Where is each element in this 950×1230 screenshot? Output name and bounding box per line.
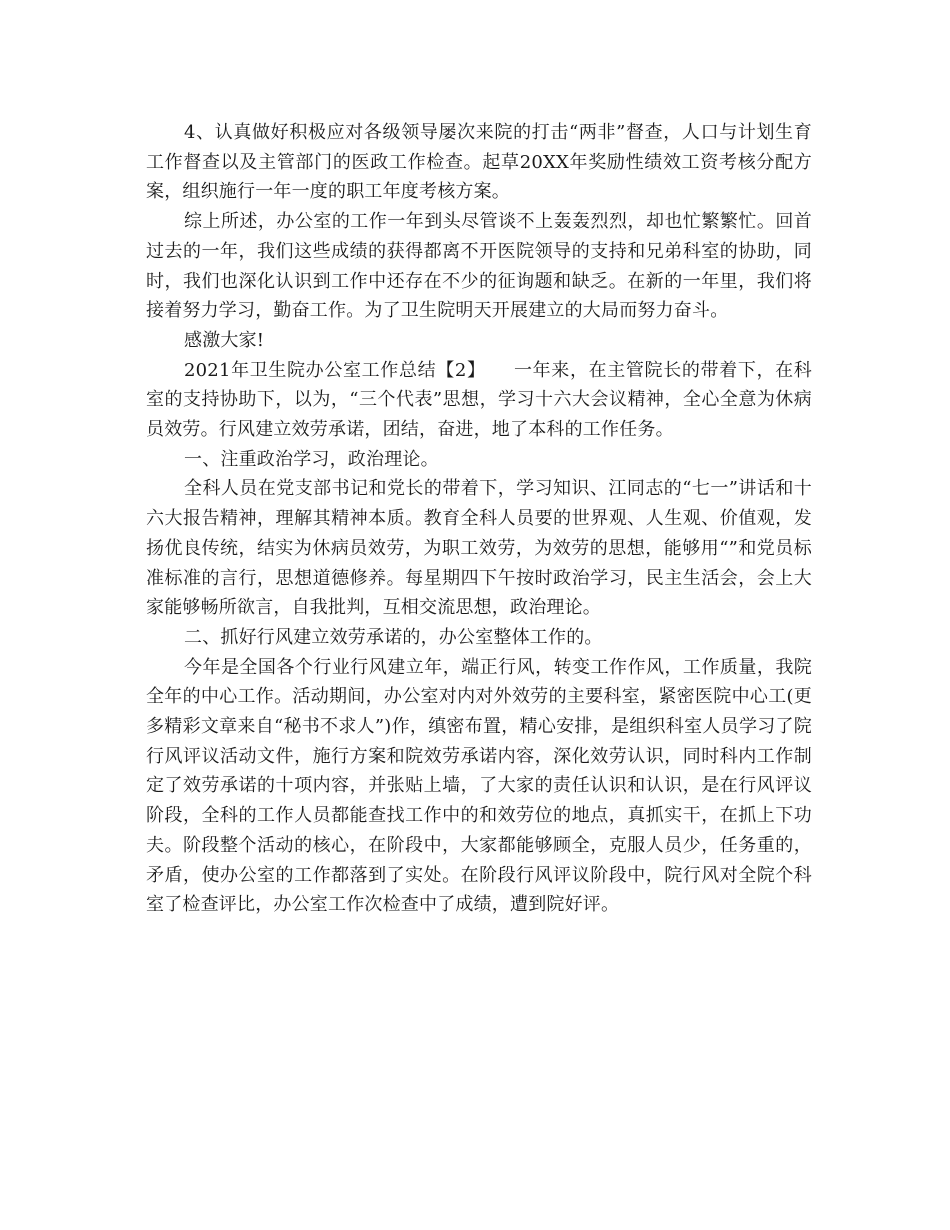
paragraph-section-1: 全科人员在党支部书记和党长的带着下，学习知识、江同志的“七一”讲话和十六大报告精神，理解其精神本质。教育全科人员要的世界观、人生观、价值观，发扬优良传统，结实为休病员效劳，为职工效劳，为效劳的思想，能够用“”和党员标准标准的言行，思想道德修养。每星期四下午按时政治学习，民主生活会，会上大家能够畅所欲言，自我批判，互相交流思想，政治理论。 [146, 478, 812, 619]
section-heading-1: 一、注重政治学习，政治理论。 [184, 448, 439, 470]
paragraph-item-4: 4、认真做好积极应对各级领导屡次来院的打击“两非”督查，人口与计划生育工作督查以及主管部门的医政工作检查。起草20XX年奖励性绩效工资考核分配方案，组织施行一年一度的职工年度考核方案。 [146, 122, 812, 203]
section-heading-2: 二、抓好行风建立效劳承诺的，办公室整体工作的。 [184, 626, 603, 648]
paragraph-summary: 综上所述，办公室的工作一年到头尽管谈不上轰轰烈烈，却也忙繁繁忙。回首过去的一年，我们这些成绩的获得都离不开医院领导的支持和兄弟科室的协助，同时，我们也深化认识到工作中还存在不少的征询题和缺乏。在新的一年里，我们将接着努力学习，勤奋工作。为了卫生院明天开展建立的大局而努力奋斗。 [146, 211, 812, 322]
document-body [146, 118, 812, 920]
paragraph-thanks: 感激大家! [184, 329, 265, 351]
paragraph-report-2-intro: 2021年卫生院办公室工作总结【2】 一年来，在主管院长的带着下，在科室的支持协助下，以为，“三个代表”思想，学习十六大会议精神，全心全意为休病员效劳。行风建立效劳承诺，团结，奋进，地了本科的工作任务。 [146, 359, 812, 441]
paragraph-section-2: 今年是全国各个行业行风建立年，端正行风，转变工作作风，工作质量，我院全年的中心工作。活动期间，办公室对内对外效劳的主要科室，紧密医院中心工(更多精彩文章来自“秘书不求人”)作，缜密布置，精心安排，是组织科室人员学习了院行风评议活动文件，施行方案和院效劳承诺内容，深化效劳认识，同时科内工作制定了效劳承诺的十项内容，并张贴上墙，了大家的责任认识和认识，是在行风评议阶段，全科的工作人员都能查找工作中的和效劳位的地点，真抓实干，在抓上下功夫。阶段整个活动的核心，在阶段中，大家都能够顾全，克服人员少，任务重的，矛盾，使办公室的工作都落到了实处。在阶段行风评议阶段中，院行风对全院个科室了检查评比，办公室工作次检查中了成绩，遭到院好评。 [146, 656, 812, 916]
